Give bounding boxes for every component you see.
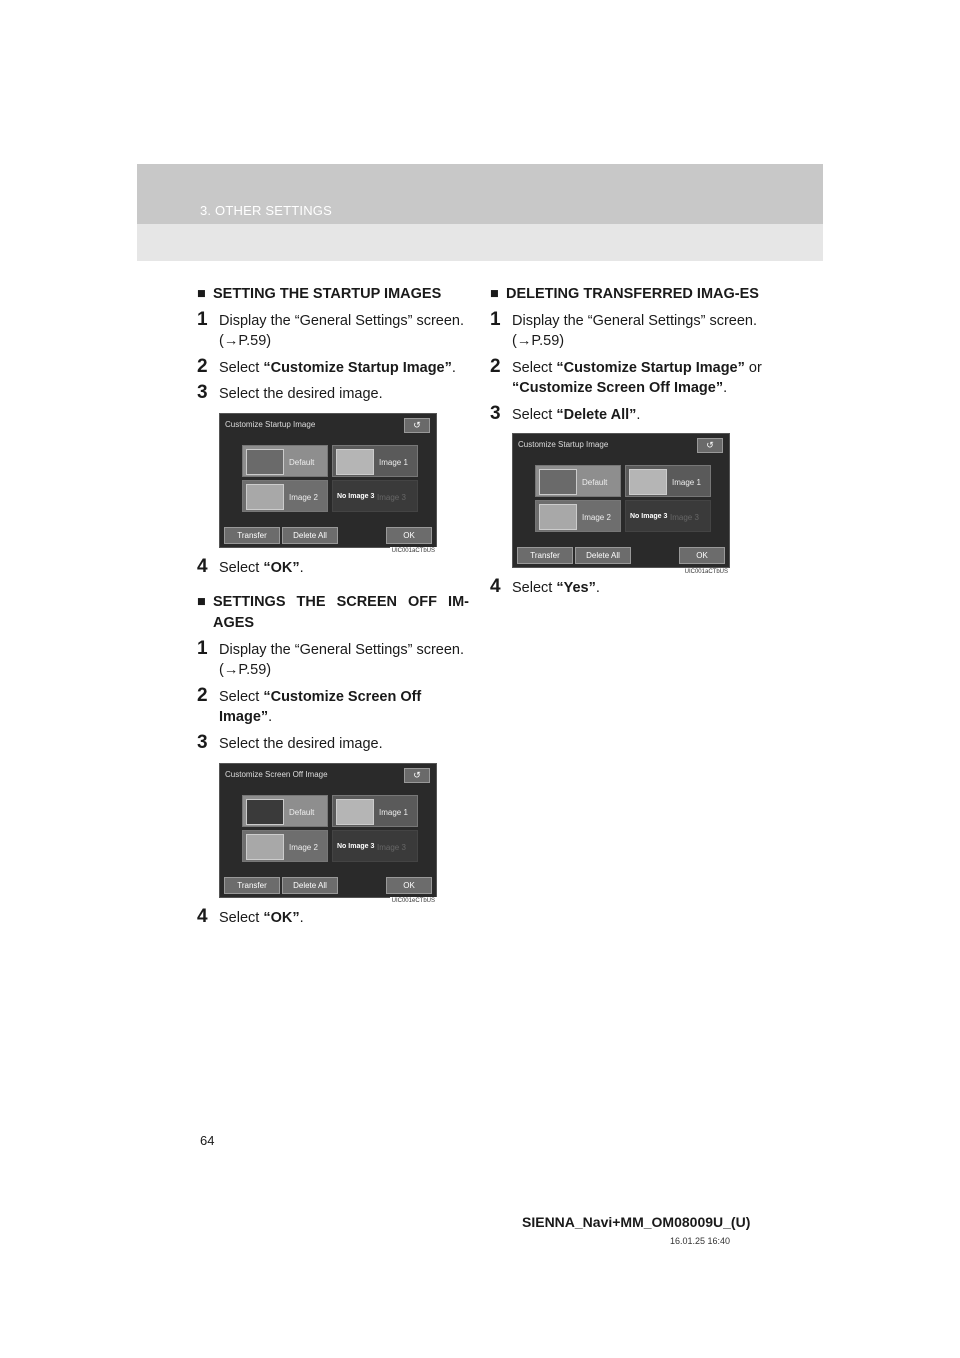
screen-button-bar	[224, 527, 432, 543]
image-thumbnail	[629, 469, 667, 495]
step-text: Select	[219, 909, 264, 926]
delete-all-button: Delete All	[282, 877, 338, 894]
tile-image-1	[625, 465, 711, 497]
step-text: Display the “General Settings” screen. (→P.59)	[219, 641, 464, 679]
step-number: 1	[197, 308, 208, 330]
step-text: .	[636, 406, 641, 423]
step-4	[490, 578, 762, 599]
image-thumbnail	[246, 834, 284, 860]
ok-button: OK	[386, 527, 432, 544]
screenshot-customize-startup-delete	[512, 433, 730, 575]
section-title: 3. OTHER SETTINGS	[200, 203, 332, 218]
screen-button-bar	[224, 877, 432, 893]
tile-label: Image 3	[670, 513, 699, 523]
back-icon: ↺	[697, 438, 723, 453]
screen-title: Customize Screen Off Image	[225, 769, 328, 779]
step-bold-text: “Customize Startup Image”	[556, 359, 745, 376]
step-text: or	[744, 359, 762, 376]
step-bold-text: “OK”	[263, 909, 300, 926]
step-bold-text: “Customize Screen Off Image”	[512, 380, 724, 397]
step-text: Select	[512, 359, 557, 376]
page-number: 64	[200, 1133, 215, 1148]
image-thumbnail	[539, 504, 577, 530]
step-bold-text: “Customize Screen Off Image”	[219, 688, 422, 726]
step-bold-text: “OK”	[263, 559, 300, 576]
image-caption: UIC001eCTbUS	[391, 898, 435, 904]
step-text: Display the “General Settings” screen. (→P.59)	[219, 312, 464, 350]
back-icon: ↺	[404, 418, 430, 433]
step-text: .	[595, 580, 600, 597]
screen-button-bar	[517, 547, 725, 563]
transfer-button: Transfer	[224, 877, 280, 894]
tile-label: Image 1	[379, 807, 408, 817]
transfer-button: Transfer	[517, 547, 573, 564]
delete-all-button: Delete All	[575, 547, 631, 564]
no-image-label: No Image 3	[630, 513, 668, 521]
step-text: Select	[512, 406, 557, 423]
document-id: SIENNA_Navi+MM_OM08009U_(U)	[522, 1214, 751, 1230]
tile-label: Default	[582, 478, 608, 488]
toyota-logo-icon	[539, 469, 577, 495]
step-1	[197, 308, 469, 352]
image-caption: UIC001aCTbUS	[684, 568, 728, 575]
tile-image-3	[625, 500, 711, 532]
tile-image-1	[332, 445, 418, 477]
step-number: 2	[197, 355, 208, 377]
tile-image-2	[242, 480, 328, 512]
image-caption: UIC001aCTbUS	[391, 548, 435, 555]
step-2	[197, 684, 469, 728]
transfer-button: Transfer	[224, 527, 280, 544]
step-text: .	[299, 909, 304, 926]
tile-default	[535, 465, 621, 497]
blank-thumbnail	[246, 799, 284, 825]
section-heading-screen-off	[197, 592, 469, 633]
section-heading-text: SETTINGS THE SCREEN OFF IM-AGES	[213, 594, 469, 632]
tile-image-1	[332, 795, 418, 827]
no-image-label: No Image 3	[337, 492, 375, 500]
tile-default	[242, 795, 328, 827]
toyota-logo-icon	[246, 449, 284, 475]
step-text: Select the desired image.	[219, 735, 383, 752]
step-bold-text: “Customize Startup Image”	[263, 359, 452, 376]
tile-label: Image 2	[582, 513, 611, 523]
tile-label: Image 1	[672, 478, 701, 488]
step-number: 3	[197, 382, 208, 404]
step-number: 3	[197, 731, 208, 753]
ok-button: OK	[679, 547, 725, 564]
tile-image-2	[242, 830, 328, 862]
step-text: Display the “General Settings” screen. (→P.59)	[512, 312, 757, 350]
tile-label: Default	[289, 457, 315, 467]
tile-image-3	[332, 480, 418, 512]
step-text: .	[723, 380, 728, 397]
step-number: 1	[197, 637, 208, 659]
bullet-square-icon: ■	[490, 286, 499, 302]
section-heading-text: DELETING TRANSFERRED IMAG-ES	[506, 286, 759, 302]
step-number: 2	[197, 684, 208, 706]
section-heading-startup	[197, 284, 469, 305]
step-4	[197, 555, 469, 579]
tile-label: Image 3	[377, 842, 406, 852]
section-heading-delete	[490, 284, 762, 305]
tile-label: Image 3	[377, 492, 406, 502]
step-3	[490, 402, 762, 426]
screen-title: Customize Startup Image	[518, 440, 609, 450]
tile-image-2	[535, 500, 621, 532]
right-column	[490, 284, 762, 605]
step-number: 4	[490, 576, 501, 598]
step-1	[197, 637, 469, 681]
ok-button: OK	[386, 877, 432, 894]
step-text: Select	[219, 559, 264, 576]
timestamp: 16.01.25 16:40	[670, 1236, 731, 1246]
left-column	[197, 284, 469, 934]
tile-label: Image 1	[379, 457, 408, 467]
step-bold-text: “Delete All”	[556, 406, 637, 423]
step-number: 2	[490, 355, 501, 377]
step-2	[490, 355, 762, 399]
step-number: 4	[197, 905, 208, 927]
step-text: .	[299, 559, 304, 576]
section-heading-text: SETTING THE STARTUP IMAGES	[213, 286, 442, 302]
no-image-label: No Image 3	[337, 842, 375, 850]
step-1	[490, 308, 762, 352]
step-4	[197, 905, 469, 929]
bullet-square-icon: ■	[197, 594, 206, 611]
tile-label: Image 2	[289, 492, 318, 502]
delete-all-button: Delete All	[282, 527, 338, 544]
bullet-square-icon: ■	[197, 286, 206, 302]
image-thumbnail	[246, 484, 284, 510]
image-thumbnail	[336, 449, 374, 475]
screen-title: Customize Startup Image	[225, 419, 316, 429]
step-text: Select the desired image.	[219, 386, 383, 403]
step-number: 1	[490, 308, 501, 330]
step-text: Select	[219, 359, 264, 376]
step-text: Select	[219, 688, 264, 705]
tile-image-3	[332, 830, 418, 862]
step-text: .	[268, 709, 273, 726]
step-number: 4	[197, 555, 208, 577]
tile-label: Image 2	[289, 842, 318, 852]
step-text: Select	[512, 580, 557, 597]
step-3	[197, 384, 469, 405]
tile-default	[242, 445, 328, 477]
image-thumbnail	[336, 799, 374, 825]
step-2	[197, 355, 469, 379]
step-text: .	[451, 359, 456, 376]
screenshot-customize-startup	[219, 413, 437, 555]
step-number: 3	[490, 402, 501, 424]
header-subband	[137, 224, 823, 261]
screenshot-customize-screen-off	[219, 763, 437, 904]
back-icon: ↺	[404, 768, 430, 783]
step-bold-text: “Yes”	[556, 580, 596, 597]
tile-label: Default	[289, 807, 315, 817]
step-3	[197, 731, 469, 755]
